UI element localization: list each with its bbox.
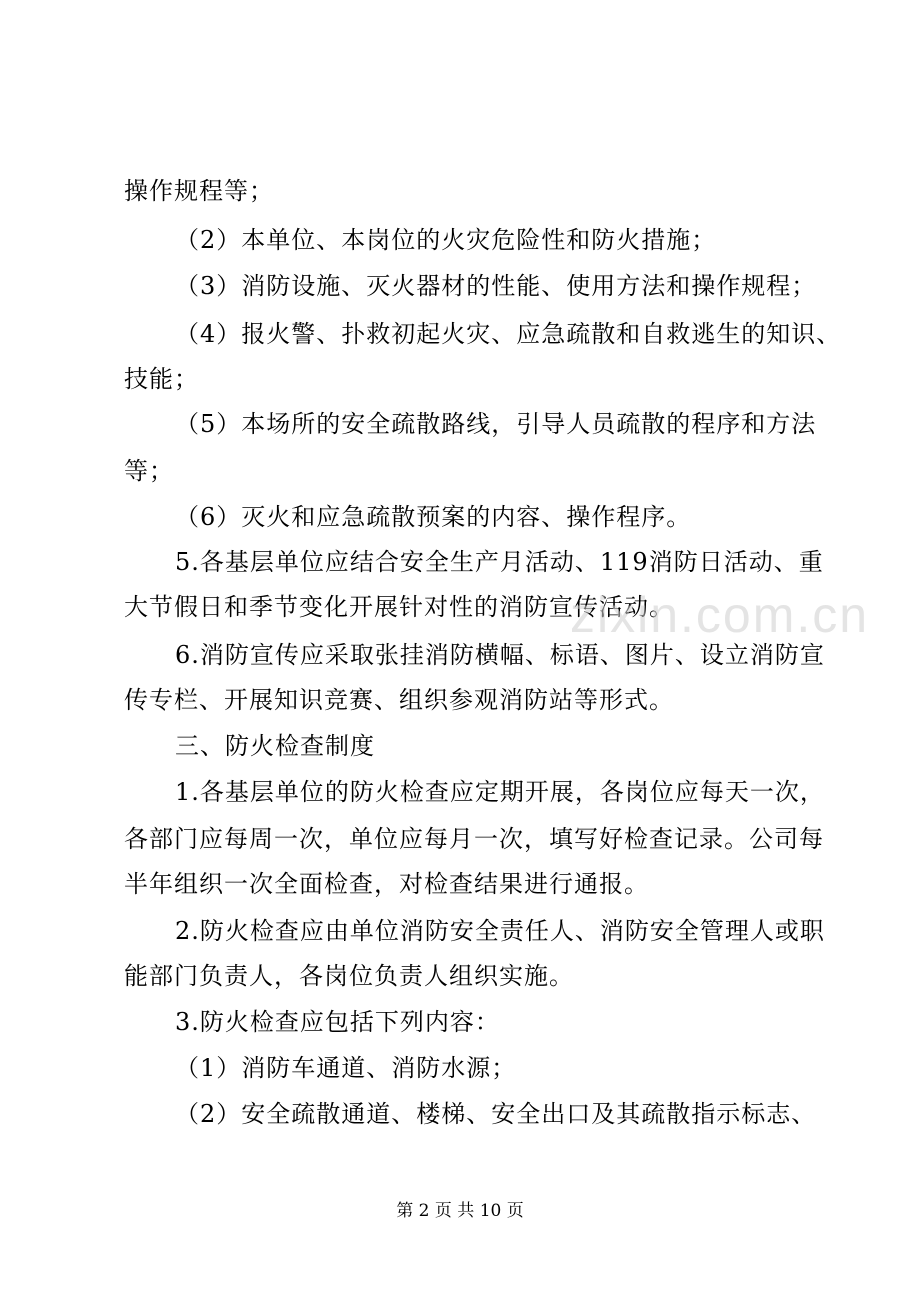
body-line: 能部门负责人，各岗位负责人组织实施。	[124, 962, 574, 990]
body-line: 5.各基层单位应结合安全生产月活动、119消防日活动、重	[175, 548, 824, 576]
body-line: （2）安全疏散通道、楼梯、安全出口及其疏散指示标志、	[175, 1100, 817, 1128]
body-line: 半年组织一次全面检查，对检查结果进行通报。	[124, 870, 649, 898]
body-line: （5）本场所的安全疏散路线，引导人员疏散的程序和方法	[175, 410, 817, 438]
body-line: 技能；	[124, 365, 199, 393]
body-line: 3.防火检查应包括下列内容：	[175, 1008, 500, 1036]
body-line: （4）报火警、扑救初起火灾、应急疏散和自救逃生的知识、	[175, 320, 842, 348]
body-line: （2）本单位、本岗位的火灾危险性和防火措施；	[175, 226, 717, 254]
section-heading: 三、防火检查制度	[175, 732, 375, 760]
body-line: 1.各基层单位的防火检查应定期开展，各岗位应每天一次，	[175, 778, 825, 806]
body-line: （1）消防车通道、消防水源；	[175, 1054, 517, 1082]
body-line: （3）消防设施、灭火器材的性能、使用方法和操作规程；	[175, 272, 817, 300]
body-line: 2.防火检查应由单位消防安全责任人、消防安全管理人或职	[175, 917, 825, 945]
body-line: （6）灭火和应急疏散预案的内容、操作程序。	[175, 503, 692, 531]
body-line: 6.消防宣传应采取张挂消防横幅、标语、图片、设立消防宣	[175, 641, 825, 669]
body-line: 各部门应每周一次，单位应每月一次，填写好检查记录。公司每	[124, 825, 824, 853]
body-line: 操作规程等；	[124, 177, 274, 205]
page-number-footer: 第 2 页 共 10 页	[396, 1201, 524, 1221]
body-line: 传专栏、开展知识竞赛、组织参观消防站等形式。	[124, 686, 674, 714]
watermark: zixin.com.cn	[570, 587, 870, 643]
body-line: 大节假日和季节变化开展针对性的消防宣传活动。	[124, 593, 674, 621]
body-line: 等；	[124, 457, 174, 485]
